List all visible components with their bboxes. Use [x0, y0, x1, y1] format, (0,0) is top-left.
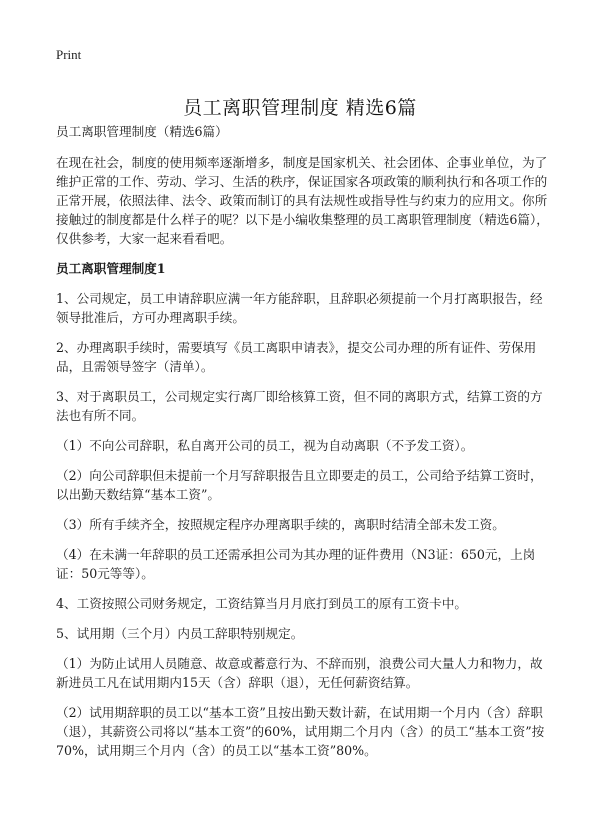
section-heading: 员工离职管理制度1	[56, 261, 166, 276]
paragraph-3-3: （3）所有手续齐全，按照规定程序办理离职手续的，离职时结清全部未发工资。	[56, 517, 505, 532]
document-subtitle: 员工离职管理制度（精选6篇）	[56, 124, 228, 139]
paragraph-3-2: （2）向公司辞职但未提前一个月写辞职报告且立即要走的员工，公司给予结算工资时，以出勤天数结算“基本工资”。	[56, 468, 543, 502]
intro-paragraph: 在现在社会，制度的使用频率逐渐增多，制度是国家机关、社会团体、企事业单位，为了维护正常的工作、劳动、学习、生活的秩序，保证国家各项政策的顺利执行和各项工作的正常开展，依照法律、法令、政策而制订的具有法规性或指导性与约束力的应用文。你所接触过的制度都是什么样子的呢？以下是小编收集整理的员工离职管理制度（精选6篇），仅供参考，大家一起来看看吧。	[56, 155, 549, 246]
print-label: Print	[56, 47, 82, 62]
page-title: 员工离职管理制度 精选6篇	[183, 96, 417, 119]
paragraph-5-1: （1）为防止试用人员随意、故意或蓄意行为、不辞而别，浪费公司大量人力和物力，故新进员工凡在试用期内15天（含）辞职（退），无任何薪资结算。	[56, 656, 543, 690]
paragraph-1: 1、公司规定，员工申请辞职应满一年方能辞职，且辞职必须提前一个月打离职报告，经领导批准后，方可办理离职手续。	[56, 291, 543, 325]
paragraph-3-1: （1）不向公司辞职，私自离开公司的员工，视为自动离职（不予发工资）。	[56, 438, 474, 453]
paragraph-3: 3、对于离职员工，公司规定实行离厂即给核算工资，但不同的离职方式，结算工资的方法也有所不同。	[56, 389, 543, 423]
paragraph-3-4: （4）在未满一年辞职的员工还需承担公司为其办理的证件费用（N3证：650元，上岗证：50元等等）。	[56, 547, 536, 581]
paragraph-4: 4、工资按照公司财务规定，工资结算当月月底打到员工的原有工资卡中。	[56, 596, 468, 611]
document-body	[56, 122, 550, 771]
paragraph-2: 2、办理离职手续时，需要填写《员工离职申请表》，提交公司办理的所有证件、劳保用品，且需领导签字（清单）。	[56, 340, 537, 374]
paragraph-5-2: （2）试用期辞职的员工以“基本工资”且按出勤天数计薪，在试用期一个月内（含）辞职（退），其薪资公司将以“基本工资”的60%，试用期二个月内（含）的员工“基本工资”按70%，试用期三个月内（含）的员工以“基本工资”80%。	[56, 705, 545, 758]
paragraph-5: 5、试用期（三个月）内员工辞职特别规定。	[56, 626, 304, 641]
